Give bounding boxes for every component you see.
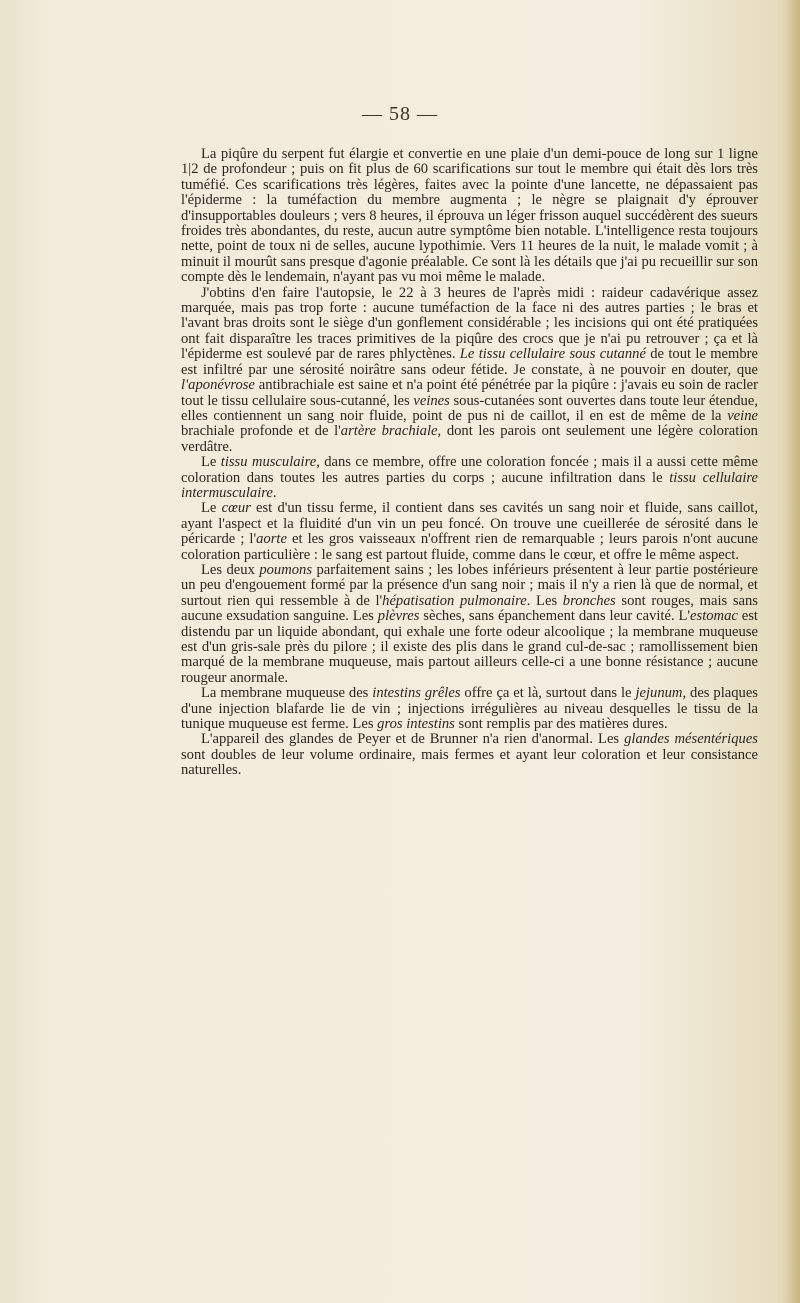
text-run: antibrachiale est saine et n'a point été pénétrée par la piqûre : j'avais eu soin de racler tout le tissu cellulaire sous-cutanné, les [181,377,758,409]
text-run: La membrane muqueuse des [201,685,373,702]
page-edge-shadow [786,0,800,1303]
text-run: sont rouges, mais sans aucune exsudation sanguine. Les [181,592,758,625]
italic-term: jejunum [635,685,683,702]
text-run: . Les [526,592,563,609]
text-run: Le [201,500,222,517]
text-run: sèches, sans épanchement dans leur cavité. L' [419,608,691,625]
body-text [181,147,758,779]
italic-term: estomac [690,608,738,625]
italic-term: veines [413,392,450,409]
italic-term: poumons [259,561,313,578]
italic-term: aorte [256,531,287,548]
italic-term: cœur [221,500,251,517]
italic-term: veine [727,407,758,424]
text-run: sous-cutanées sont ouvertes dans toute leur étendue, elles contiennent un sang noir fluide, point de pus ni de caillot, il en est de même de la [181,392,758,424]
paragraph [181,732,758,778]
text-run: Les deux [201,561,260,578]
text-run: . [272,484,277,501]
italic-term: artère brachiale [340,423,438,440]
text-run: de tout le membre est infiltré par une sérosité noirâtre sans odeur fétide. Je constate, à ne pouvoir en douter, que [181,346,759,378]
italic-term: hépatisation pulmonaire [382,592,527,609]
paragraph [181,501,758,563]
text-run: , des plaques d'une injection blafarde lie de vin ; injections irrégulières au niveau desquelles le tissu de la tunique muqueuse est ferme. Les [181,685,758,733]
italic-term: Le tissu cellulaire sous cutanné [459,346,646,363]
paragraph [181,147,758,286]
italic-term: plèvres [377,608,420,625]
text-run: est distendu par un liquide abondant, qui exhale une forte odeur alcoolique ; la membrane muqueuse est d'un gris-sale près du pilore ; il existe des plis dans le grand cul-de-sac ; ramollissement bien marqué de la membrane muqueuse, mais partout ailleurs celle-ci a une bonne résistance ; aucune rougeur anormale. [181,608,758,686]
italic-term: gros intestins [377,716,455,733]
paragraph [181,286,758,455]
italic-term: tissu cellulaire intermusculaire [181,469,758,501]
text-run: brachiale profonde et de l' [181,423,341,440]
text-run: J'obtins d'en faire l'autopsie, le 22 à 3 heures de l'après midi : raideur cadavérique assez marquée, mais pas trop forte : aucune tuméfaction de la face ni des autres parties ; le bras et l'avant bras droits sont le siège d'un gonflement considérable ; les incisions qui ont été pratiquées ont fait disparaître les traces primitives de la piqûre des crocs que je n'ai pu retrouver ; ça et là l'épiderme est soulevé par de rares phlyctènes. [181,284,758,363]
text-run: sont doubles de leur volume ordinaire, mais fermes et ayant leur coloration et leur consistance naturelles. [181,746,758,779]
text-run: , dans ce membre, offre une coloration foncée ; mais il a aussi cette même coloration dans toutes les autres parties du corps ; aucune infiltration dans le [181,454,758,486]
text-run: offre ça et là, surtout dans le [460,685,636,702]
text-run: L'appareil des glandes de Peyer et de Brunner n'a rien d'anormal. Les [201,731,625,748]
paragraph [181,686,758,732]
text-run: parfaitement sains ; les lobes inférieurs présentent à leur partie postérieure un peu d'engouement formé par la présence d'un sang noir ; mais il n'y a rien là que de normal, et surtout rien qui ressemble à de l' [181,561,758,609]
text-run: Le [201,454,221,471]
italic-term: bronches [562,592,616,609]
text-run: sont remplis par des matières dures. [454,716,668,733]
text-run: et les gros vaisseaux n'offrent rien de remarquable ; leurs parois n'ont aucune coloration particulière : le sang est partout fluide, comme dans le cœur, et offre le même aspect. [181,531,758,563]
paragraph [181,563,758,686]
italic-term: tissu musculaire [220,454,317,471]
italic-term: intestins grêles [372,685,461,702]
italic-term: l'aponévrose [181,377,255,394]
italic-term: glandes mésentériques [624,731,758,748]
text-run: La piqûre du serpent fut élargie et convertie en une plaie d'un demi-pouce de long sur 1 ligne 1|2 de profondeur ; puis on fit plus de 60 scarifications sur tout le membre qui était dès lors très tuméfié. Ces scarifications très légères, faites avec la pointe d'une lancette, ne dépassaient pas l'épiderme : la tuméfaction du membre augmenta ; le nègre se plaignait d'y éprouver d'insupportables douleurs ; vers 8 heures, il éprouva un léger frisson auquel succédèrent des sueurs froides très abondantes, du reste, aucun autre symptôme bien notable. L'intelligence resta toujours nette, point de toux ni de selles, aucune lypothimie. Vers 11 heures de la nuit, le malade vomit ; à minuit il mourût sans presque d'agonie préalable. Ce sont là les détails que j'ai pu recueillir sur son compte dès le lendemain, n'ayant pas vu moi même le malade. [181,146,758,286]
paragraph [181,455,758,501]
text-run: , dont les parois ont seulement une légère coloration verdâtre. [181,423,758,455]
page-number: — 58 — [362,103,438,125]
text-run: est d'un tissu ferme, il contient dans ses cavités un sang noir et fluide, sans caillot, ayant l'aspect et la fluidité d'un vin un peu foncé. On trouve une cueillerée de sérosité dans le péricarde ; l' [181,500,758,548]
